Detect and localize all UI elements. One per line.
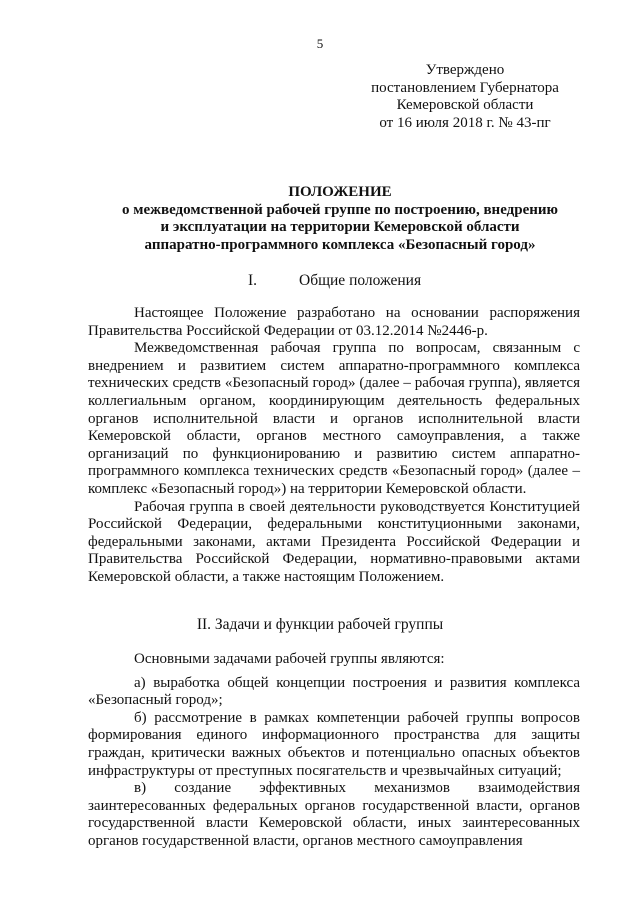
section-1-title: Общие положения [299,272,422,289]
list-item: в) создание эффективных механизмов взаимодействия заинтересованных федеральных органов государственной власти, органов государственной власти Кемеровской области, иных заинтересованных органов государственной власти, органов местного самоуправления [88,780,580,849]
approval-line: Кемеровской области [396,97,534,113]
list-item: б) рассмотрение в рамках компетенции рабочей группы вопросов формирования единого информационного пространства для защиты граждан, критически важных объектов и потенциально опасных объектов инфраструктуры от преступных посягательств и чрезвычайных ситуаций; [88,709,580,779]
approval-line: от 16 июля 2018 г. № 43-пг [379,114,551,131]
section-2-body [88,651,580,851]
title-subtitle-line: и эксплуатации на территории Кемеровской области [160,219,520,235]
title-subtitle-line: аппаратно-программного комплекса «Безопасный город» [144,236,536,253]
approval-line: постановлением Губернатора [371,79,559,96]
section-1-body [88,305,580,587]
approval-stamp [360,62,570,132]
section-1-numeral: I. [248,272,258,289]
page-number: 5 [316,36,324,51]
paragraph: Рабочая группа в своей деятельности руководствуется Конституцией Российской Федерации, федеральными конституционными законами, федеральными законами, актами Президента Российской Федерации и Правительства Российской Федерации, нормативно-правовыми актами Кемеровской области, а также настоящим Положением. [88,498,580,585]
title-heading: ПОЛОЖЕНИЕ [288,184,392,200]
approval-line: Утверждено [425,62,505,78]
document-title [70,184,610,254]
paragraph: Настоящее Положение разработано на основании распоряжения Правительства Российской Федерации от 03.12.2014 №2446-р. [88,305,580,339]
paragraph: Межведомственная рабочая группа по вопросам, связанным с внедрением и развитием систем аппаратно-программного комплекса технических средств «Безопасный город» (далее – рабочая группа), является коллегиальным органом, координирующим деятельность федеральных органов исполнительной власти и органов исполнительной власти Кемеровской области, органов местного самоуправления, а также организаций по функционированию и развитию систем аппаратно-программного комплекса технических средств «Безопасный город» (далее – комплекс «Безопасный город») на территории Кемеровской области. [88,340,580,497]
title-subtitle-line: о межведомственной рабочей группе по построению, внедрению [122,201,558,218]
list-item: а) выработка общей концепции построения и развития комплекса «Безопасный город»; [88,674,580,709]
paragraph: Основными задачами рабочей группы являются: [134,651,445,667]
section-2-heading: II. Задачи и функции рабочей группы [196,616,444,633]
